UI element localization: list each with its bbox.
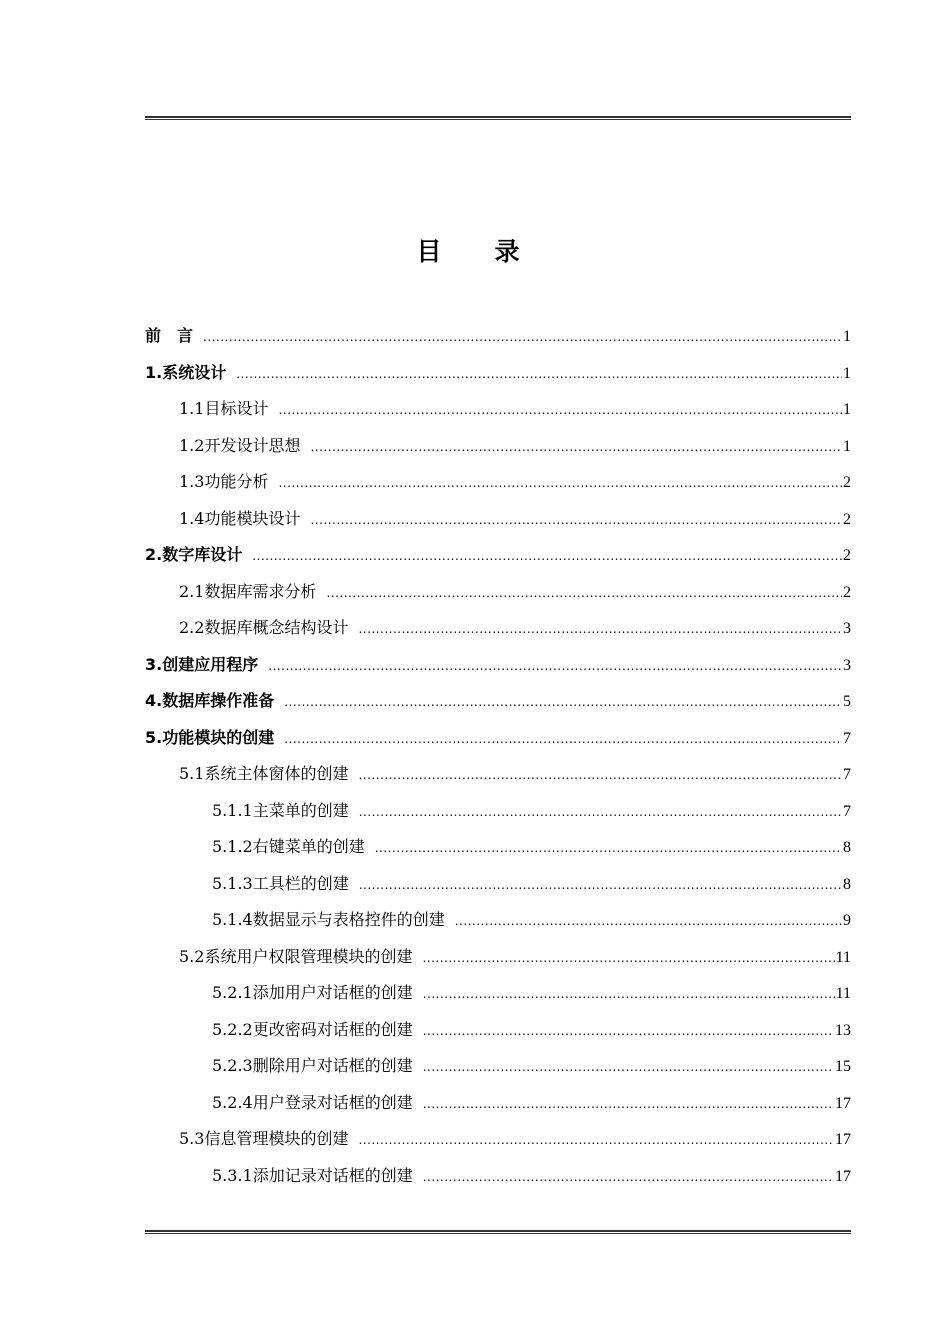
toc-entry-label: 5.2系统用户权限管理模块的创建 — [179, 946, 413, 966]
toc-entry-label: 1.3功能分析 — [179, 472, 269, 491]
table-of-contents — [145, 322, 851, 1198]
header-rule — [145, 116, 851, 120]
toc-leader-dots — [423, 1163, 834, 1191]
toc-entry[interactable] — [145, 833, 851, 870]
toc-entry[interactable] — [145, 724, 851, 761]
toc-entry-page: 11 — [835, 948, 851, 966]
toc-entry-label: 1.2开发设计思想 — [179, 435, 301, 455]
toc-entry-page: 7 — [843, 729, 851, 747]
toc-entry-page: 17 — [835, 1167, 851, 1185]
toc-entry-page: 7 — [843, 802, 851, 820]
toc-entry[interactable] — [145, 468, 851, 505]
toc-entry[interactable] — [145, 943, 851, 980]
toc-entry[interactable] — [145, 1089, 851, 1126]
toc-entry-label: 5.2.2更改密码对话框的创建 — [212, 1019, 413, 1039]
toc-entry-page: 2 — [843, 583, 851, 601]
toc-entry-label: 1.4功能模块设计 — [179, 508, 301, 528]
toc-entry-page: 8 — [843, 839, 851, 856]
toc-leader-dots — [423, 980, 835, 1008]
toc-entry-label: 5.功能模块的创建 — [145, 727, 275, 747]
toc-leader-dots — [358, 761, 842, 789]
toc-entry[interactable] — [145, 322, 851, 359]
toc-entry[interactable] — [145, 797, 851, 834]
toc-entry[interactable] — [145, 1016, 851, 1053]
toc-entry-label: 5.1.1主菜单的创建 — [212, 800, 349, 820]
toc-entry-page: 17 — [835, 1131, 851, 1148]
toc-entry-page: 2 — [843, 474, 851, 491]
toc-entry-label: 1.1目标设计 — [179, 399, 269, 418]
toc-entry[interactable] — [145, 1125, 851, 1162]
toc-entry[interactable] — [145, 979, 851, 1016]
toc-entry[interactable] — [145, 359, 851, 396]
toc-entry-page: 1 — [843, 364, 851, 382]
toc-leader-dots — [284, 688, 842, 716]
toc-entry-page: 17 — [835, 1094, 851, 1112]
toc-entry-page: 2 — [843, 510, 851, 528]
toc-leader-dots — [423, 1017, 834, 1045]
toc-leader-dots — [284, 725, 842, 753]
toc-leader-dots — [268, 652, 842, 680]
toc-entry[interactable] — [145, 541, 851, 578]
toc-entry-page: 11 — [835, 985, 851, 1002]
toc-entry-page: 9 — [843, 912, 851, 929]
toc-leader-dots — [455, 907, 842, 935]
toc-entry[interactable] — [145, 432, 851, 469]
page-title: 目 录 — [416, 237, 534, 266]
toc-entry-label: 3.创建应用程序 — [145, 654, 259, 674]
toc-entry-label: 5.1系统主体窗体的创建 — [179, 764, 349, 783]
toc-leader-dots — [326, 579, 842, 607]
footer-rule — [145, 1230, 851, 1234]
toc-leader-dots — [423, 1053, 834, 1081]
toc-entry-label: 5.3信息管理模块的创建 — [179, 1129, 349, 1148]
toc-leader-dots — [310, 506, 842, 534]
toc-leader-dots — [358, 615, 842, 643]
toc-entry-label: 5.2.4用户登录对话框的创建 — [212, 1092, 413, 1112]
toc-entry-page: 5 — [843, 693, 851, 710]
toc-entry[interactable] — [145, 578, 851, 615]
toc-leader-dots — [310, 433, 842, 461]
toc-entry[interactable] — [145, 870, 851, 907]
toc-entry-label: 5.3.1添加记录对话框的创建 — [212, 1165, 413, 1185]
toc-leader-dots — [252, 542, 842, 570]
toc-entry-page: 1 — [843, 401, 851, 418]
toc-entry-label: 5.1.3工具栏的创建 — [212, 873, 349, 893]
toc-entry[interactable] — [145, 906, 851, 943]
toc-leader-dots — [236, 360, 842, 388]
toc-entry-page: 2 — [843, 547, 851, 564]
toc-entry-label: 5.2.3删除用户对话框的创建 — [212, 1056, 413, 1075]
toc-entry-page: 15 — [835, 1058, 851, 1075]
toc-entry-page: 1 — [843, 437, 851, 455]
toc-entry-label: 2.数字库设计 — [145, 545, 243, 564]
toc-entry-label: 2.2数据库概念结构设计 — [179, 618, 349, 637]
toc-entry-page: 13 — [835, 1021, 851, 1039]
toc-entry[interactable] — [145, 687, 851, 724]
toc-entry-page: 3 — [843, 620, 851, 637]
toc-entry-label: 5.1.2右键菜单的创建 — [212, 837, 365, 856]
toc-entry[interactable] — [145, 395, 851, 432]
toc-leader-dots — [203, 323, 842, 351]
toc-entry[interactable] — [145, 1162, 851, 1199]
toc-entry-page: 1 — [843, 328, 851, 345]
toc-entry-label: 2.1数据库需求分析 — [179, 581, 317, 601]
toc-entry-label: 5.1.4数据显示与表格控件的创建 — [212, 910, 445, 929]
toc-entry-label: 1.系统设计 — [145, 362, 227, 382]
toc-entry-label: 前 言 — [145, 326, 194, 345]
toc-leader-dots — [423, 1090, 834, 1118]
toc-leader-dots — [422, 944, 834, 972]
toc-entry-page: 8 — [843, 875, 851, 893]
toc-leader-dots — [359, 798, 842, 826]
toc-leader-dots — [278, 469, 842, 497]
toc-entry-label: 5.2.1添加用户对话框的创建 — [212, 983, 413, 1002]
toc-entry[interactable] — [145, 651, 851, 688]
toc-leader-dots — [359, 871, 842, 899]
toc-leader-dots — [358, 1126, 834, 1154]
toc-entry-page: 7 — [843, 766, 851, 783]
toc-entry-page: 3 — [843, 656, 851, 674]
toc-leader-dots — [278, 396, 842, 424]
toc-entry[interactable] — [145, 760, 851, 797]
toc-entry[interactable] — [145, 505, 851, 542]
toc-entry-label: 4.数据库操作准备 — [145, 691, 275, 710]
toc-entry[interactable] — [145, 1052, 851, 1089]
toc-entry[interactable] — [145, 614, 851, 651]
toc-leader-dots — [375, 834, 842, 862]
